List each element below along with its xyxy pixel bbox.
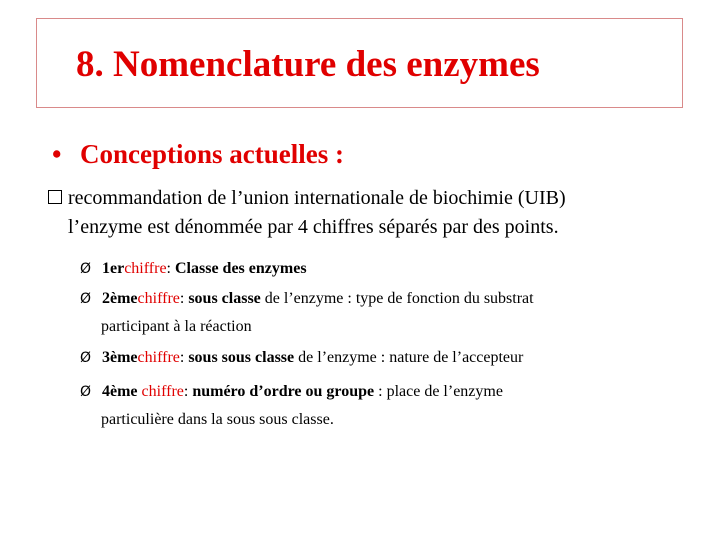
- item-bold-text: sous sous classe: [188, 349, 295, 366]
- item-text: : place de l’enzyme: [374, 383, 503, 400]
- item-colon: :: [183, 383, 193, 400]
- arrow-bullet-icon: Ø: [80, 350, 92, 366]
- item-number: 3ème: [102, 349, 138, 366]
- list-item-2: [80, 285, 672, 340]
- item-text: de l’enzyme : nature de l’accepteur: [294, 349, 524, 366]
- checkbox-bullet-icon: [48, 190, 62, 204]
- arrow-bullet-icon: Ø: [80, 261, 92, 277]
- list-item-4: [80, 378, 672, 433]
- item-bold-text: numéro d’ordre ou groupe: [192, 383, 375, 400]
- item-bold-text: sous classe: [188, 290, 261, 307]
- item-continuation: particulière dans la sous sous classe.: [101, 411, 334, 428]
- item-number: 1er: [102, 260, 125, 277]
- recommendation-line-2: l’enzyme est dénommée par 4 chiffres séparés par des points.: [68, 216, 559, 238]
- item-colon: :: [166, 260, 175, 277]
- item-keyword: chiffre: [141, 383, 184, 400]
- arrow-bullet-icon: Ø: [80, 384, 92, 400]
- recommendation-line-1: recommandation de l’union internationale de biochimie (UIB): [68, 187, 566, 209]
- list-item-3: [80, 344, 672, 372]
- item-continuation: participant à la réaction: [101, 318, 252, 335]
- recommendation-paragraph: [48, 184, 678, 242]
- item-colon: :: [179, 349, 189, 366]
- section-heading: Conceptions actuelles :: [80, 139, 344, 169]
- item-keyword: chiffre: [137, 349, 180, 366]
- item-colon: :: [179, 290, 189, 307]
- section-heading-row: [52, 140, 344, 170]
- item-keyword: chiffre: [124, 260, 167, 277]
- item-number: 2ème: [102, 290, 138, 307]
- slide-title: 8. Nomenclature des enzymes: [76, 44, 540, 85]
- item-keyword: chiffre: [137, 290, 180, 307]
- list-item-1: [80, 255, 672, 283]
- item-text: de l’enzyme : type de fonction du substrat: [260, 290, 534, 307]
- item-bold-text: Classe des enzymes: [175, 260, 307, 277]
- arrow-bullet-icon: Ø: [80, 291, 92, 307]
- item-number: 4ème: [102, 383, 142, 400]
- bullet-icon: •: [52, 139, 62, 169]
